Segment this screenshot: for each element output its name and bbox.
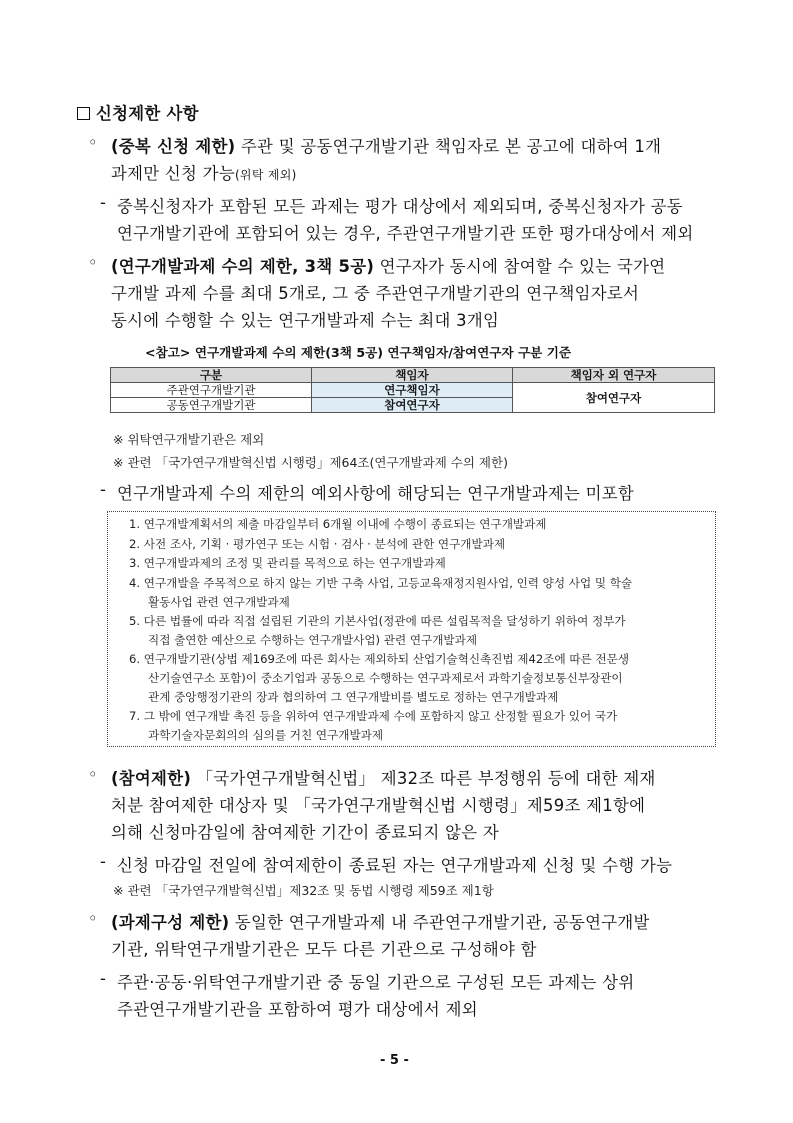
list-item-cont: 산기술연구소 포함)이 중소기업과 공동으로 수행하는 연구과제로서 과학기술정보통신부장관이: [148, 671, 623, 685]
item-limit-line2: 구개발 과제 수를 최대 5개로, 그 중 주관연구개발기관의 연구책임자로서: [111, 284, 640, 303]
list-item: 7. 그 밖에 연구개발 촉진 등을 위하여 연구개발과제 수에 포함하지 않고 산정할 필요가 있어 국가: [129, 709, 618, 723]
item-bullet: ◦: [88, 133, 98, 152]
table-cell: 공동연구개발기관: [111, 398, 312, 413]
item-bullet: ◦: [88, 765, 98, 784]
reference-table: [110, 367, 715, 413]
sub-dash: -: [100, 193, 107, 212]
table-cell: 연구책임자: [312, 383, 513, 398]
item-participation-line2: 처분 참여제한 대상자 및 「국가연구개발혁신법 시행령」제59조 제1항에: [111, 796, 646, 815]
table-row: [111, 383, 715, 398]
sub-dash: -: [100, 852, 107, 871]
list-item: 2. 사전 조사, 기획 · 평가연구 또는 시험 · 검사 · 분석에 관한 연구개발과제: [129, 537, 506, 551]
list-item-cont: 활동사업 관련 연구개발과제: [148, 595, 290, 609]
table-header: 구분: [111, 368, 312, 383]
list-item-cont: 직접 출연한 예산으로 수행하는 연구개발사업) 관련 연구개발과제: [148, 633, 478, 647]
sub-dash: -: [100, 969, 107, 988]
sub-duplicate-line2: 연구개발기관에 포함되어 있는 경우, 주관연구개발기관 또한 평가대상에서 제외: [117, 224, 694, 243]
checkbox-icon: [77, 107, 90, 120]
item-bullet: ◦: [88, 909, 98, 928]
item-limit-line3: 동시에 수행할 수 있는 연구개발과제 수는 최대 3개임: [111, 311, 500, 330]
table-cell: 주관연구개발기관: [111, 383, 312, 398]
table-header-row: [111, 368, 715, 383]
item-composition-line1: (과제구성 제한) 동일한 연구개발과제 내 주관연구개발기관, 공동연구개발: [111, 913, 650, 932]
sub-duplicate-line1: 중복신청자가 포함된 모든 과제는 평가 대상에서 제외되며, 중복신청자가 공동: [117, 197, 683, 216]
item-bullet: ◦: [88, 253, 98, 272]
list-item: 1. 연구개발계획서의 제출 마감일부터 6개월 이내에 수행이 종료되는 연구개발과제: [129, 517, 547, 531]
page-number: - 5 -: [380, 1053, 409, 1068]
sub-composition-line1: 주관·공동·위탁연구개발기관 중 동일 기관으로 구성된 모든 과제는 상위: [117, 973, 635, 992]
sub-dash: -: [100, 480, 107, 499]
item-duplicate-line2: 과제만 신청 가능(위탁 제외): [111, 164, 297, 183]
item-duplicate-line1: (중복 신청 제한) 주관 및 공동연구개발기관 책임자로 본 공고에 대하여 1개: [111, 137, 662, 156]
list-item: 4. 연구개발을 주목적으로 하지 않는 기반 구축 사업, 고등교육재정지원사업, 인력 양성 사업 및 학술: [129, 576, 633, 590]
sub-participation: 신청 마감일 전일에 참여제한이 종료된 자는 연구개발과제 신청 및 수행 가능: [117, 856, 673, 875]
table-cell: 참여연구자: [513, 383, 715, 413]
item-participation-line1: (참여제한) 「국가연구개발혁신법」 제32조 따른 부정행위 등에 대한 제재: [111, 769, 656, 788]
note: ※ 위탁연구개발기관은 제외: [113, 432, 265, 447]
list-item-cont: 관계 중앙행정기관의 장과 협의하여 그 연구개발비를 별도로 정하는 연구개발과제: [148, 690, 559, 704]
exception-text: 연구개발과제 수의 제한의 예외사항에 해당되는 연구개발과제는 미포함: [117, 484, 635, 503]
section-title: 신청제한 사항: [77, 100, 199, 124]
table-cell: 참여연구자: [312, 398, 513, 413]
note: ※ 관련 「국가연구개발혁신법 시행령」제64조(연구개발과제 수의 제한): [113, 455, 508, 470]
item-participation-line3: 의해 신청마감일에 참여제한 기간이 종료되지 않은 자: [111, 823, 499, 842]
note: ※ 관련 「국가연구개발혁신법」제32조 및 동법 시행령 제59조 제1항: [113, 883, 494, 898]
list-item-cont: 과학기술자문회의의 심의를 거친 연구개발과제: [148, 728, 384, 742]
sub-composition-line2: 주관연구개발기관을 포함하여 평가 대상에서 제외: [117, 1000, 478, 1019]
list-item: 3. 연구개발과제의 조정 및 관리를 목적으로 하는 연구개발과제: [129, 556, 446, 570]
list-item: 5. 다른 법률에 따라 직접 설립된 기관의 기본사업(정관에 따른 설립목적을 달성하기 위하여 정부가: [129, 614, 626, 628]
item-composition-line2: 기관, 위탁연구개발기관은 모두 다른 기관으로 구성해야 함: [111, 940, 537, 959]
table-header: 책임자 외 연구자: [513, 368, 715, 383]
table-caption: <참고> 연구개발과제 수의 제한(3책 5공) 연구책임자/참여연구자 구분 기준: [145, 345, 572, 360]
list-item: 6. 연구개발기관(상법 제169조에 따른 회사는 제외하되 산업기술혁신촉진법 제42조에 따른 전문생: [129, 652, 630, 666]
table-header: 책임자: [312, 368, 513, 383]
item-limit-line1: (연구개발과제 수의 제한, 3책 5공) 연구자가 동시에 참여할 수 있는 국가연: [111, 257, 666, 276]
